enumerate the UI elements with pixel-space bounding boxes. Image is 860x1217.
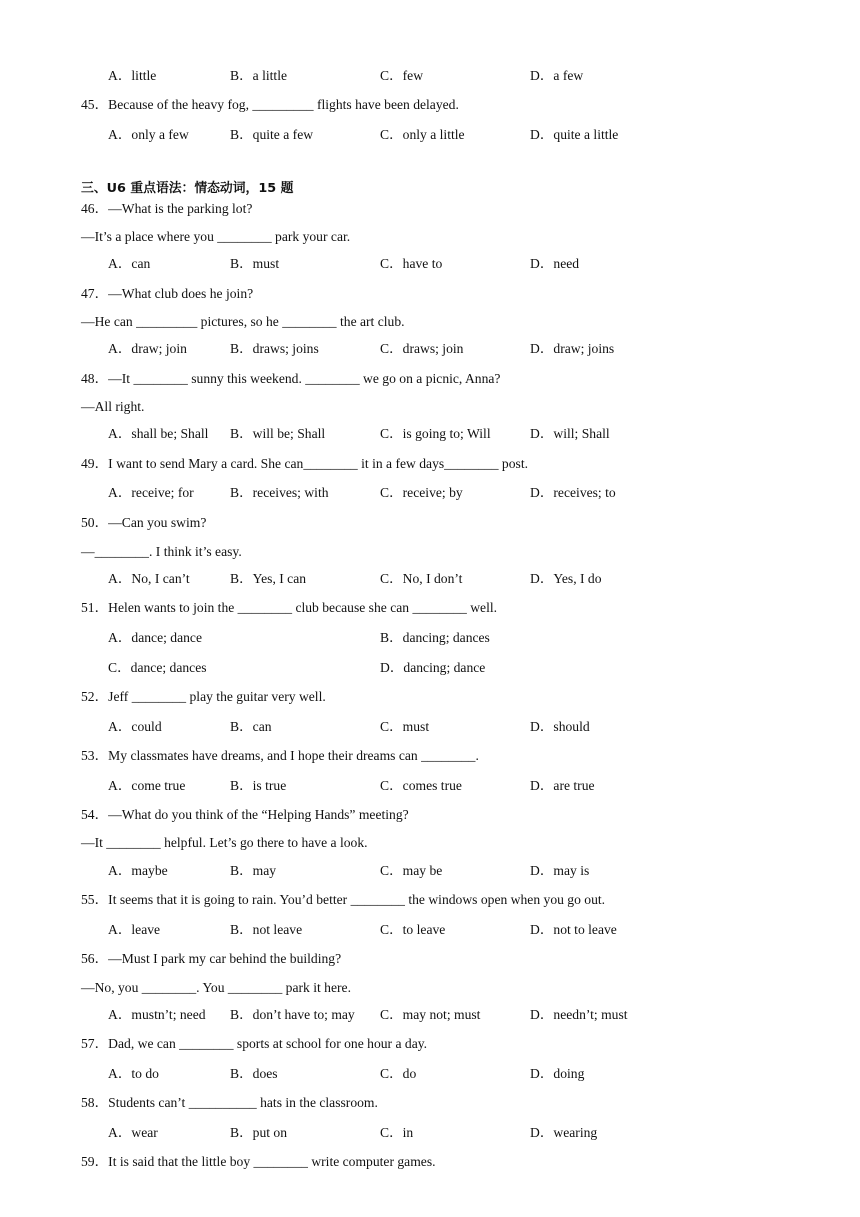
answer-option: D．Yes, I do [530, 571, 602, 586]
answer-option: D．should [530, 719, 590, 734]
answer-option: D．doing [530, 1066, 585, 1081]
answer-option: D．quite a little [530, 127, 619, 142]
answer-option: B．receives; with [230, 485, 329, 500]
answer-option: A．could [108, 719, 162, 734]
answer-option: D．a few [530, 68, 584, 83]
question-text: 50．—Can you swim? [81, 515, 207, 530]
options-row [0, 920, 860, 940]
answer-option: C．only a little [380, 127, 465, 142]
answer-option: B．put on [230, 1125, 288, 1140]
answer-option: B．Yes, I can [230, 571, 307, 586]
answer-option: C．do [380, 1066, 417, 1081]
answer-option: A．wear [108, 1125, 158, 1140]
question-stem [0, 1152, 860, 1172]
answer-option: B．quite a few [230, 127, 314, 142]
answer-option: C．to leave [380, 922, 446, 937]
answer-option: C．draws; join [380, 341, 464, 356]
question-text: 46．—What is the parking lot? [81, 201, 253, 216]
answer-option: C．No, I don’t [380, 571, 463, 586]
answer-option: C．must [380, 719, 430, 734]
answer-option: C．receive; by [380, 485, 463, 500]
question-text: —It ________ helpful. Let’s go there to have a look. [81, 835, 368, 850]
answer-option: A．maybe [108, 863, 168, 878]
question-text: 54．—What do you think of the “Helping Hands” meeting? [81, 807, 409, 822]
question-stem [0, 284, 860, 304]
answer-option: D．dancing; dance [380, 660, 486, 675]
answer-option: D．needn’t; must [530, 1007, 628, 1022]
options-row [0, 569, 860, 589]
question-stem [0, 687, 860, 707]
answer-option: D．wearing [530, 1125, 598, 1140]
options-row [0, 66, 860, 86]
question-stem [0, 1093, 860, 1113]
options-row [0, 717, 860, 737]
options-row [0, 628, 860, 648]
answer-option: D．may is [530, 863, 590, 878]
answer-option: A．receive; for [108, 485, 194, 500]
answer-option: D．are true [530, 778, 595, 793]
answer-option: C．may not; must [380, 1007, 481, 1022]
answer-option: A．draw; join [108, 341, 187, 356]
answer-option: C．have to [380, 256, 443, 271]
question-text: 59．It is said that the little boy ________ write computer games. [81, 1154, 436, 1169]
answer-option: A．dance; dance [108, 630, 202, 645]
question-text: 45．Because of the heavy fog, _________ flights have been delayed. [81, 97, 459, 112]
question-stem [0, 1034, 860, 1054]
answer-option: D．draw; joins [530, 341, 615, 356]
question-text: 57．Dad, we can ________ sports at school for one hour a day. [81, 1036, 428, 1051]
dialogue-reply [0, 833, 860, 853]
answer-option: B．dancing; dances [380, 630, 490, 645]
answer-option: A．little [108, 68, 157, 83]
answer-option: A．mustn’t; need [108, 1007, 206, 1022]
options-row [0, 1005, 860, 1025]
answer-option: B．must [230, 256, 280, 271]
question-stem [0, 369, 860, 389]
options-row [0, 658, 860, 678]
options-row [0, 1123, 860, 1143]
options-row [0, 424, 860, 444]
answer-option: A．leave [108, 922, 161, 937]
question-text: —All right. [81, 399, 145, 414]
answer-option: A．come true [108, 778, 186, 793]
question-stem [0, 199, 860, 219]
options-row [0, 125, 860, 145]
question-text: 55．It seems that it is going to rain. You’d better ________ the windows open when you go out. [81, 892, 606, 907]
options-row [0, 861, 860, 881]
question-stem [0, 598, 860, 618]
question-stem [0, 95, 860, 115]
question-text: 47．—What club does he join? [81, 286, 254, 301]
section-heading-text: 三、U6 重点语法：情态动词，15 题 [81, 181, 294, 196]
question-text: 58．Students can’t __________ hats in the classroom. [81, 1095, 378, 1110]
answer-option: B．draws; joins [230, 341, 319, 356]
question-text: —________. I think it’s easy. [81, 544, 242, 559]
question-stem [0, 949, 860, 969]
options-row [0, 254, 860, 274]
answer-option: B．a little [230, 68, 288, 83]
dialogue-reply [0, 312, 860, 332]
question-stem [0, 746, 860, 766]
options-row [0, 483, 860, 503]
answer-option: A．only a few [108, 127, 189, 142]
question-text: 52．Jeff ________ play the guitar very well. [81, 689, 326, 704]
answer-option: A．shall be; Shall [108, 426, 209, 441]
question-stem [0, 890, 860, 910]
dialogue-reply [0, 542, 860, 562]
dialogue-reply [0, 397, 860, 417]
question-text: 56．—Must I park my car behind the building? [81, 951, 342, 966]
options-row [0, 776, 860, 796]
question-stem [0, 513, 860, 533]
answer-option: B．don’t have to; may [230, 1007, 355, 1022]
options-row [0, 339, 860, 359]
question-text: 51．Helen wants to join the ________ club because she can ________ well. [81, 600, 498, 615]
question-text: —He can _________ pictures, so he ________ the art club. [81, 314, 405, 329]
answer-option: B．not leave [230, 922, 303, 937]
question-text: 53．My classmates have dreams, and I hope their dreams can ________. [81, 748, 479, 763]
question-text: —It’s a place where you ________ park your car. [81, 229, 351, 244]
answer-option: D．need [530, 256, 580, 271]
answer-option: D．receives; to [530, 485, 616, 500]
answer-option: B．may [230, 863, 277, 878]
answer-option: C．in [380, 1125, 414, 1140]
question-stem [0, 805, 860, 825]
dialogue-reply [0, 978, 860, 998]
answer-option: A．can [108, 256, 151, 271]
answer-option: B．can [230, 719, 272, 734]
answer-option: A．to do [108, 1066, 159, 1081]
question-text: —No, you ________. You ________ park it here. [81, 980, 351, 995]
answer-option: B．does [230, 1066, 278, 1081]
question-text: 48．—It ________ sunny this weekend. ________ we go on a picnic, Anna? [81, 371, 501, 386]
answer-option: C．few [380, 68, 424, 83]
answer-option: C．comes true [380, 778, 462, 793]
answer-option: C．may be [380, 863, 443, 878]
answer-option: A．No, I can’t [108, 571, 190, 586]
section-heading [0, 179, 860, 199]
question-text: 49．I want to send Mary a card. She can________ it in a few days________ post. [81, 456, 528, 471]
answer-option: D．will; Shall [530, 426, 610, 441]
question-stem [0, 454, 860, 474]
answer-option: D．not to leave [530, 922, 617, 937]
answer-option: C．is going to; Will [380, 426, 491, 441]
answer-option: B．will be; Shall [230, 426, 326, 441]
options-row [0, 1064, 860, 1084]
answer-option: C．dance; dances [108, 660, 207, 675]
dialogue-reply [0, 227, 860, 247]
answer-option: B．is true [230, 778, 287, 793]
